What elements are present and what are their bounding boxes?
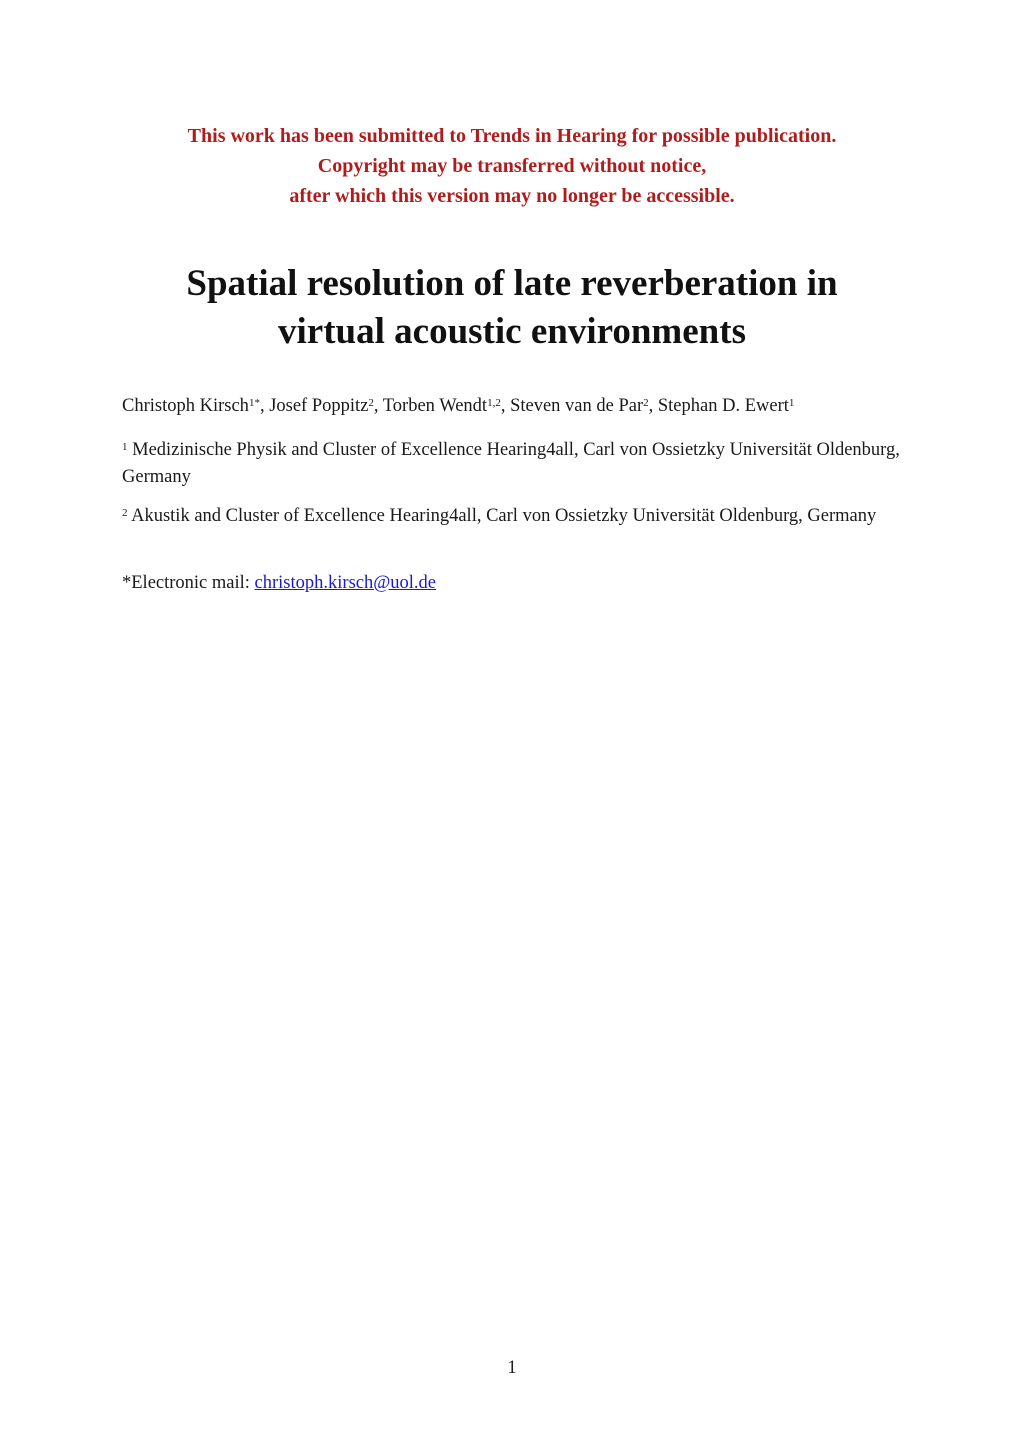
author-separator: , bbox=[648, 396, 658, 416]
affiliation-marker: 1 bbox=[122, 441, 128, 453]
notice-line-1: This work has been submitted to Trends in Hearing for possible publication. bbox=[187, 125, 837, 147]
author-name: Torben Wendt bbox=[382, 396, 488, 416]
author-name: Josef Poppitz bbox=[269, 396, 369, 416]
author-separator: , bbox=[500, 396, 511, 416]
author-affiliation-marker: 2 bbox=[368, 397, 374, 409]
author-affiliation-marker: 1,2 bbox=[487, 397, 501, 409]
author-affiliation-marker: 1 bbox=[788, 397, 795, 409]
author-name: Stephan D. Ewert bbox=[657, 396, 789, 416]
author-separator: , bbox=[373, 396, 383, 416]
author-affiliation-marker: 1* bbox=[248, 397, 260, 409]
email-label: *Electronic mail: bbox=[122, 573, 255, 593]
affiliation-text: Akustik and Cluster of Excellence Hearing4all, Carl von Ossietzky Universität Oldenburg, Germany bbox=[127, 506, 877, 526]
author-name: Steven van de Par bbox=[510, 396, 644, 416]
contact-email bbox=[122, 570, 912, 597]
affiliation-text: Medizinische Physik and Cluster of Excellence Hearing4all, Carl von Ossietzky Universität Oldenburg, Germany bbox=[122, 440, 900, 487]
author-separator: , bbox=[259, 396, 270, 416]
page-number: 1 bbox=[507, 1358, 517, 1378]
email-link[interactable]: christoph.kirsch@uol.de bbox=[254, 573, 436, 593]
author-list bbox=[122, 393, 922, 419]
notice-line-2: Copyright may be transferred without notice, bbox=[317, 155, 707, 177]
author-name: Christoph Kirsch bbox=[122, 396, 249, 416]
title-line-2: virtual acoustic environments bbox=[278, 311, 746, 352]
title-line-1: Spatial resolution of late reverberation in bbox=[186, 263, 838, 304]
submission-notice bbox=[0, 121, 1024, 211]
affiliation-2 bbox=[122, 503, 912, 530]
notice-line-3: after which this version may no longer be accessible. bbox=[289, 185, 735, 207]
paper-title bbox=[0, 260, 1024, 356]
affiliation-1 bbox=[122, 437, 912, 491]
affiliation-marker: 2 bbox=[122, 507, 128, 519]
author-affiliation-marker: 2 bbox=[643, 397, 649, 409]
